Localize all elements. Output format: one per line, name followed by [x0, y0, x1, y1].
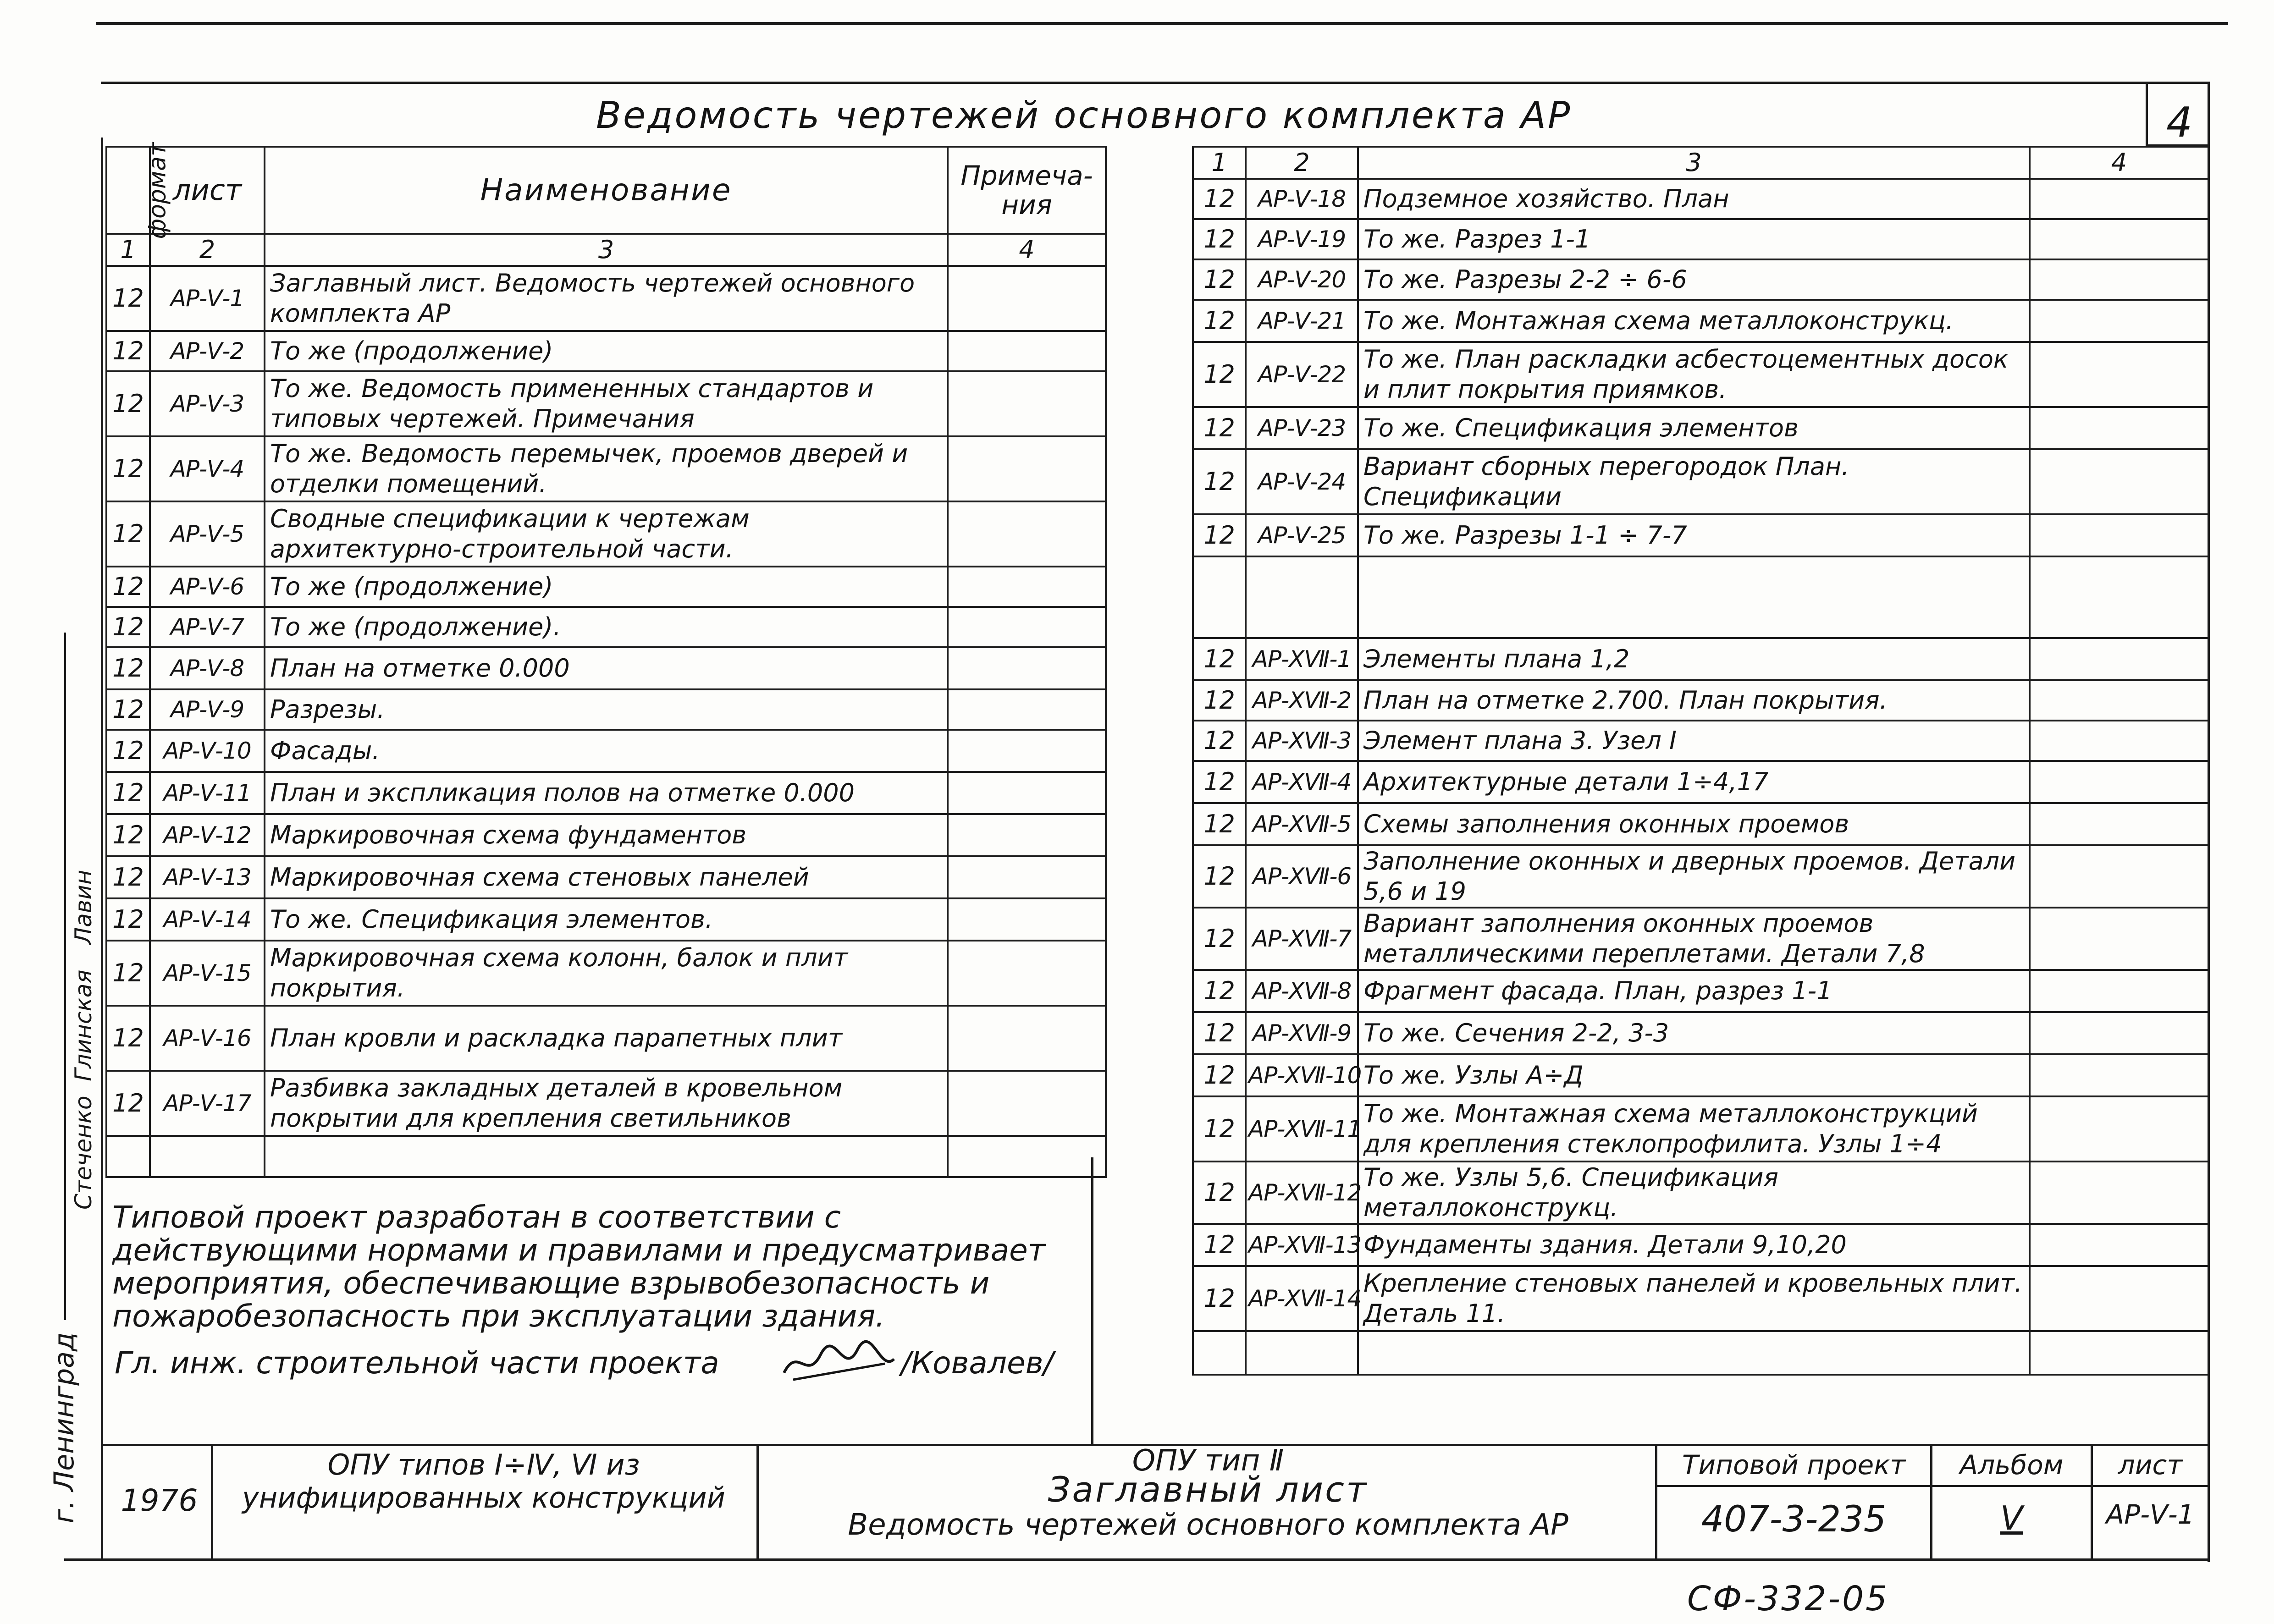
right-empty-row: [1193, 1331, 2208, 1375]
name-cell: Вариант сборных перегородок План. Спецификации: [1358, 449, 2030, 514]
table-row: [1193, 1054, 2208, 1096]
notes-cell: [948, 436, 1106, 501]
name-cell: То же. Сечения 2-2, 3-3: [1358, 1012, 2030, 1054]
notes-cell: [948, 772, 1106, 814]
format-cell: 12: [1193, 761, 1246, 803]
tb-album-label: Альбом: [1959, 1449, 2064, 1481]
name-cell: Сводные спецификации к чертежам архитектурно-строительной части.: [265, 501, 948, 567]
tb-sheet-title: Заглавный лист: [1048, 1469, 1369, 1510]
format-cell: 12: [106, 371, 150, 436]
table-row: [106, 941, 1106, 1006]
right-col-number-1: 1: [1193, 147, 1246, 179]
name-header: Наименование: [265, 147, 948, 234]
sheet-cell: АР-ⅩⅦ-4: [1246, 761, 1358, 803]
sheet-cell: АР-Ⅴ-9: [150, 689, 265, 730]
format-cell: 12: [1193, 970, 1246, 1012]
format-cell: 12: [1193, 845, 1246, 908]
sheet-cell: АР-Ⅴ-7: [150, 607, 265, 647]
table-row: [1193, 908, 2208, 970]
table-row: [1193, 803, 2208, 845]
format-cell: 12: [1193, 219, 1246, 259]
notes-cell: [2030, 179, 2208, 219]
sheet-cell: АР-ⅩⅦ-7: [1246, 908, 1358, 970]
table-row: [106, 689, 1106, 730]
table-row: [106, 730, 1106, 772]
format-cell: 12: [1193, 514, 1246, 556]
col-number-2: 2: [150, 234, 265, 266]
name-cell: Схемы заполнения оконных проемов: [1358, 803, 2030, 845]
notes-cell: [2030, 908, 2208, 970]
sheet-cell: [1246, 556, 1358, 638]
table-row: [106, 1071, 1106, 1136]
sheet-cell: АР-ⅩⅦ-10: [1246, 1054, 1358, 1096]
name-cell: План на отметке 2.700. План покрытия.: [1358, 680, 2030, 721]
notes-cell: [948, 856, 1106, 898]
notes-cell: [948, 730, 1106, 772]
col-number-1: 1: [106, 234, 150, 266]
table-row: [1193, 638, 2208, 680]
format-cell: 12: [1193, 908, 1246, 970]
name-cell: То же. Спецификация элементов: [1358, 407, 2030, 449]
format-cell: 12: [106, 1006, 150, 1071]
format-cell: 12: [1193, 407, 1246, 449]
notes-cell: [2030, 803, 2208, 845]
format-cell: 12: [1193, 449, 1246, 514]
notes-cell: [948, 647, 1106, 689]
sheet-cell: АР-Ⅴ-2: [150, 331, 265, 371]
name-cell: То же. План раскладки асбестоцементных досок и плит покрытия приямков.: [1358, 342, 2030, 407]
format-cell: 12: [1193, 179, 1246, 219]
name-cell: Подземное хозяйство. План: [1358, 179, 2030, 219]
notes-cell: [948, 567, 1106, 607]
right-col-number-3: 3: [1358, 147, 2030, 179]
format-cell: 12: [1193, 803, 1246, 845]
notes-cell: [948, 331, 1106, 371]
name-cell: Крепление стеновых панелей и кровельных плит. Деталь 11.: [1358, 1266, 2030, 1331]
chief-engineer-label: Гл. инж. строительной части проекта: [115, 1345, 719, 1381]
table-row: [106, 436, 1106, 501]
format-cell: 12: [106, 607, 150, 647]
name-cell: Маркировочная схема стеновых панелей: [265, 856, 948, 898]
name-cell: То же. Разрезы 1-1 ÷ 7-7: [1358, 514, 2030, 556]
name-cell: Фундаменты здания. Детали 9,10,20: [1358, 1224, 2030, 1266]
top-border-line: [96, 22, 2228, 25]
tb-div-2: [756, 1444, 759, 1561]
table-row: [1193, 449, 2208, 514]
format-cell: 12: [106, 501, 150, 567]
tb-source: ОПУ типов Ⅰ÷Ⅳ, Ⅵ из унифицированных конструкций: [242, 1448, 725, 1514]
sheet-cell: АР-Ⅴ-5: [150, 501, 265, 567]
sheet-cell: АР-Ⅴ-25: [1246, 514, 1358, 556]
signature-scribble: [779, 1336, 899, 1387]
sheet-cell: АР-Ⅴ-3: [150, 371, 265, 436]
notes-cell: [2030, 845, 2208, 908]
sheet-cell: АР-Ⅴ-15: [150, 941, 265, 1006]
sheet-cell: АР-ⅩⅦ-14: [1246, 1266, 1358, 1331]
name-cell: Элементы плана 1,2: [1358, 638, 2030, 680]
table-row: [1193, 1096, 2208, 1162]
name-cell: Заглавный лист. Ведомость чертежей основного комплекта АР: [265, 266, 948, 331]
notes-cell: [2030, 721, 2208, 761]
table-row: [1193, 970, 2208, 1012]
name-cell: Разбивка закладных деталей в кровельном покрытии для крепления светильников: [265, 1071, 948, 1136]
name-cell: План кровли и раскладка парапетных плит: [265, 1006, 948, 1071]
format-header: формат: [106, 147, 150, 234]
format-cell: [1193, 556, 1246, 638]
format-cell: 12: [1193, 342, 1246, 407]
notes-cell: [948, 501, 1106, 567]
tb-sheet-subtitle: Ведомость чертежей основного комплекта АР: [848, 1508, 1568, 1542]
name-cell: Разрезы.: [265, 689, 948, 730]
table-row: [106, 856, 1106, 898]
format-cell: 12: [1193, 721, 1246, 761]
side-margin-label-1: Стеченко: [70, 1096, 97, 1210]
table-row: [1193, 680, 2208, 721]
format-cell: 12: [106, 647, 150, 689]
sheet-cell: АР-ⅩⅦ-3: [1246, 721, 1358, 761]
format-cell: 12: [1193, 300, 1246, 342]
col-number-4: 4: [948, 234, 1106, 266]
sheet-cell: АР-Ⅴ-8: [150, 647, 265, 689]
notes-cell: [2030, 259, 2208, 300]
left-drawings-table: [105, 142, 1107, 1178]
name-cell: Маркировочная схема фундаментов: [265, 814, 948, 856]
sheet-cell: АР-Ⅴ-22: [1246, 342, 1358, 407]
table-row: [106, 814, 1106, 856]
format-cell: 12: [106, 1071, 150, 1136]
name-cell: План и экспликация полов на отметке 0.000: [265, 772, 948, 814]
notes-cell: [948, 689, 1106, 730]
name-cell: План на отметке 0.000: [265, 647, 948, 689]
name-cell: Архитектурные детали 1÷4,17: [1358, 761, 2030, 803]
notes-header: Примеча-ния: [948, 147, 1106, 234]
format-cell: 12: [1193, 1162, 1246, 1224]
notes-cell: [948, 1006, 1106, 1071]
notes-cell: [2030, 219, 2208, 259]
notes-cell: [948, 371, 1106, 436]
table-row: [1193, 259, 2208, 300]
sheet-cell: АР-ⅩⅦ-12: [1246, 1162, 1358, 1224]
table-row: [1193, 407, 2208, 449]
table-row: [1193, 514, 2208, 556]
name-cell: Заполнение оконных и дверных проемов. Детали 5,6 и 19: [1358, 845, 2030, 908]
name-cell: То же. Спецификация элементов.: [265, 898, 948, 941]
sheet-cell: АР-Ⅴ-16: [150, 1006, 265, 1071]
tb-project-number: 407-3-235: [1701, 1499, 1887, 1540]
project-note: Типовой проект разработан в соответствии с действующими нормами и правилами и предусматривает мероприятия, обеспечивающие взрывобезопасность и пожаробезопасность при эксплуатации здания.: [112, 1200, 1046, 1334]
notes-cell: [2030, 761, 2208, 803]
sheet-header: лист: [150, 147, 265, 234]
notes-cell: [948, 941, 1106, 1006]
side-margin-label-3: Лавин: [70, 870, 97, 945]
format-cell: 12: [106, 331, 150, 371]
sheet-cell: АР-Ⅴ-23: [1246, 407, 1358, 449]
sheet-cell: АР-ⅩⅦ-6: [1246, 845, 1358, 908]
sheet-cell: АР-ⅩⅦ-8: [1246, 970, 1358, 1012]
format-cell: 12: [106, 772, 150, 814]
document-title: Ведомость чертежей основного комплекта АР: [596, 94, 1572, 137]
table-row: [1193, 556, 2208, 638]
tb-project-label: Типовой проект: [1682, 1449, 1906, 1481]
frame-top-line: [101, 82, 2210, 84]
format-cell: 12: [1193, 638, 1246, 680]
table-row: [106, 266, 1106, 331]
sheet-cell: АР-ⅩⅦ-13: [1246, 1224, 1358, 1266]
table-row: [106, 371, 1106, 436]
sheet-cell: АР-ⅩⅦ-2: [1246, 680, 1358, 721]
chief-engineer-name: /Ковалев/: [901, 1345, 1054, 1381]
tb-album-value: Ⅴ: [2000, 1499, 2023, 1537]
name-cell: То же. Ведомость перемычек, проемов дверей и отделки помещений.: [265, 436, 948, 501]
sheet-cell: АР-Ⅴ-19: [1246, 219, 1358, 259]
notes-cell: [2030, 514, 2208, 556]
notes-cell: [948, 607, 1106, 647]
table-row: [106, 898, 1106, 941]
notes-cell: [2030, 556, 2208, 638]
notes-cell: [2030, 1012, 2208, 1054]
corner-sheet-number: 4: [2166, 99, 2193, 147]
format-cell: 12: [1193, 1266, 1246, 1331]
sheet-cell: АР-Ⅴ-10: [150, 730, 265, 772]
name-cell: Фрагмент фасада. План, разрез 1-1: [1358, 970, 2030, 1012]
table-row: [106, 1006, 1106, 1071]
sheet-cell: АР-Ⅴ-17: [150, 1071, 265, 1136]
notes-cell: [2030, 1096, 2208, 1162]
notes-cell: [2030, 407, 2208, 449]
name-cell: Маркировочная схема колонн, балок и плит покрытия.: [265, 941, 948, 1006]
table-row: [1193, 1012, 2208, 1054]
table-row: [1193, 721, 2208, 761]
table-row: [1193, 1266, 2208, 1331]
tb-div-1: [211, 1444, 213, 1561]
name-cell: То же. Ведомость примененных стандартов и типовых чертежей. Примечания: [265, 371, 948, 436]
table-row: [106, 607, 1106, 647]
name-cell: То же (продолжение).: [265, 607, 948, 647]
format-cell: 12: [106, 730, 150, 772]
name-cell: То же. Узлы 5,6. Спецификация металлоконструкц.: [1358, 1162, 2030, 1224]
sheet-cell: АР-Ⅴ-12: [150, 814, 265, 856]
name-cell: То же. Разрезы 2-2 ÷ 6-6: [1358, 259, 2030, 300]
notes-cell: [2030, 449, 2208, 514]
name-cell: То же (продолжение): [265, 567, 948, 607]
table-row: [106, 647, 1106, 689]
sheet-cell: АР-Ⅴ-11: [150, 772, 265, 814]
notes-cell: [2030, 342, 2208, 407]
name-cell: [1358, 556, 2030, 638]
archive-code: СФ-332-05: [1687, 1579, 1889, 1618]
notes-cell: [2030, 680, 2208, 721]
format-cell: 12: [1193, 1054, 1246, 1096]
right-col-number-4: 4: [2030, 147, 2208, 179]
format-cell: 12: [106, 941, 150, 1006]
sheet-cell: АР-Ⅴ-18: [1246, 179, 1358, 219]
table-row: [1193, 1224, 2208, 1266]
notes-cell: [2030, 1224, 2208, 1266]
sheet-cell: АР-ⅩⅦ-1: [1246, 638, 1358, 680]
right-col-number-2: 2: [1246, 147, 1358, 179]
notes-cell: [2030, 300, 2208, 342]
notes-cell: [948, 898, 1106, 941]
format-cell: 12: [106, 567, 150, 607]
sheet-cell: АР-Ⅴ-4: [150, 436, 265, 501]
sheet-cell: АР-ⅩⅦ-11: [1246, 1096, 1358, 1162]
right-drawings-table: [1192, 146, 2209, 1376]
sheet-cell: АР-Ⅴ-14: [150, 898, 265, 941]
format-cell: 12: [106, 266, 150, 331]
table-row: [106, 772, 1106, 814]
format-cell: 12: [1193, 1224, 1246, 1266]
sheet-cell: АР-Ⅴ-20: [1246, 259, 1358, 300]
table-row: [106, 501, 1106, 567]
sheet-cell: АР-Ⅴ-21: [1246, 300, 1358, 342]
sheet-cell: АР-Ⅴ-1: [150, 266, 265, 331]
notes-cell: [2030, 1054, 2208, 1096]
name-cell: То же. Узлы А÷Д: [1358, 1054, 2030, 1096]
sheet-cell: АР-Ⅴ-24: [1246, 449, 1358, 514]
format-cell: 12: [106, 689, 150, 730]
name-cell: То же. Разрез 1-1: [1358, 219, 2030, 259]
format-cell: 12: [1193, 1012, 1246, 1054]
format-cell: 12: [106, 814, 150, 856]
table-row: [106, 331, 1106, 371]
sheet-cell: АР-Ⅴ-13: [150, 856, 265, 898]
table-row: [1193, 342, 2208, 407]
table-row: [106, 567, 1106, 607]
format-cell: 12: [106, 436, 150, 501]
tb-year: 1976: [121, 1483, 198, 1518]
table-row: [1193, 179, 2208, 219]
table-row: [1193, 300, 2208, 342]
table-row: [1193, 1162, 2208, 1224]
notes-cell: [2030, 970, 2208, 1012]
notes-cell: [2030, 1162, 2208, 1224]
format-cell: 12: [1193, 259, 1246, 300]
notes-cell: [2030, 638, 2208, 680]
sheet-cell: АР-ⅩⅦ-9: [1246, 1012, 1358, 1054]
col-number-3: 3: [265, 234, 948, 266]
tb-sheet-label: лист: [2118, 1449, 2183, 1481]
format-cell: 12: [106, 856, 150, 898]
tb-type: ОПУ тип Ⅱ: [1132, 1444, 1284, 1478]
notes-cell: [948, 814, 1106, 856]
sheet-cell: АР-ⅩⅦ-5: [1246, 803, 1358, 845]
sheet-cell: АР-Ⅴ-6: [150, 567, 265, 607]
notes-cell: [948, 266, 1106, 331]
city-label: г. Ленинград: [48, 1332, 80, 1524]
table-row: [1193, 219, 2208, 259]
name-cell: То же. Монтажная схема металлоконструкций для крепления стеклопрофилита. Узлы 1÷4: [1358, 1096, 2030, 1162]
tb-hline: [1655, 1485, 2210, 1487]
table-row: [1193, 761, 2208, 803]
table-row: [1193, 845, 2208, 908]
notes-cell: [948, 1071, 1106, 1136]
format-cell: 12: [1193, 1096, 1246, 1162]
notes-cell: [2030, 1266, 2208, 1331]
format-cell: 12: [106, 898, 150, 941]
name-cell: То же. Монтажная схема металлоконструкц.: [1358, 300, 2030, 342]
name-cell: Элемент плана 3. Узел Ⅰ: [1358, 721, 2030, 761]
tb-sheet-value: АР-Ⅴ-1: [2106, 1499, 2195, 1530]
name-cell: Фасады.: [265, 730, 948, 772]
format-cell: 12: [1193, 680, 1246, 721]
side-margin-label-2: Глинская: [70, 969, 97, 1081]
name-cell: Вариант заполнения оконных проемов металлическими переплетами. Детали 7,8: [1358, 908, 2030, 970]
name-cell: То же (продолжение): [265, 331, 948, 371]
